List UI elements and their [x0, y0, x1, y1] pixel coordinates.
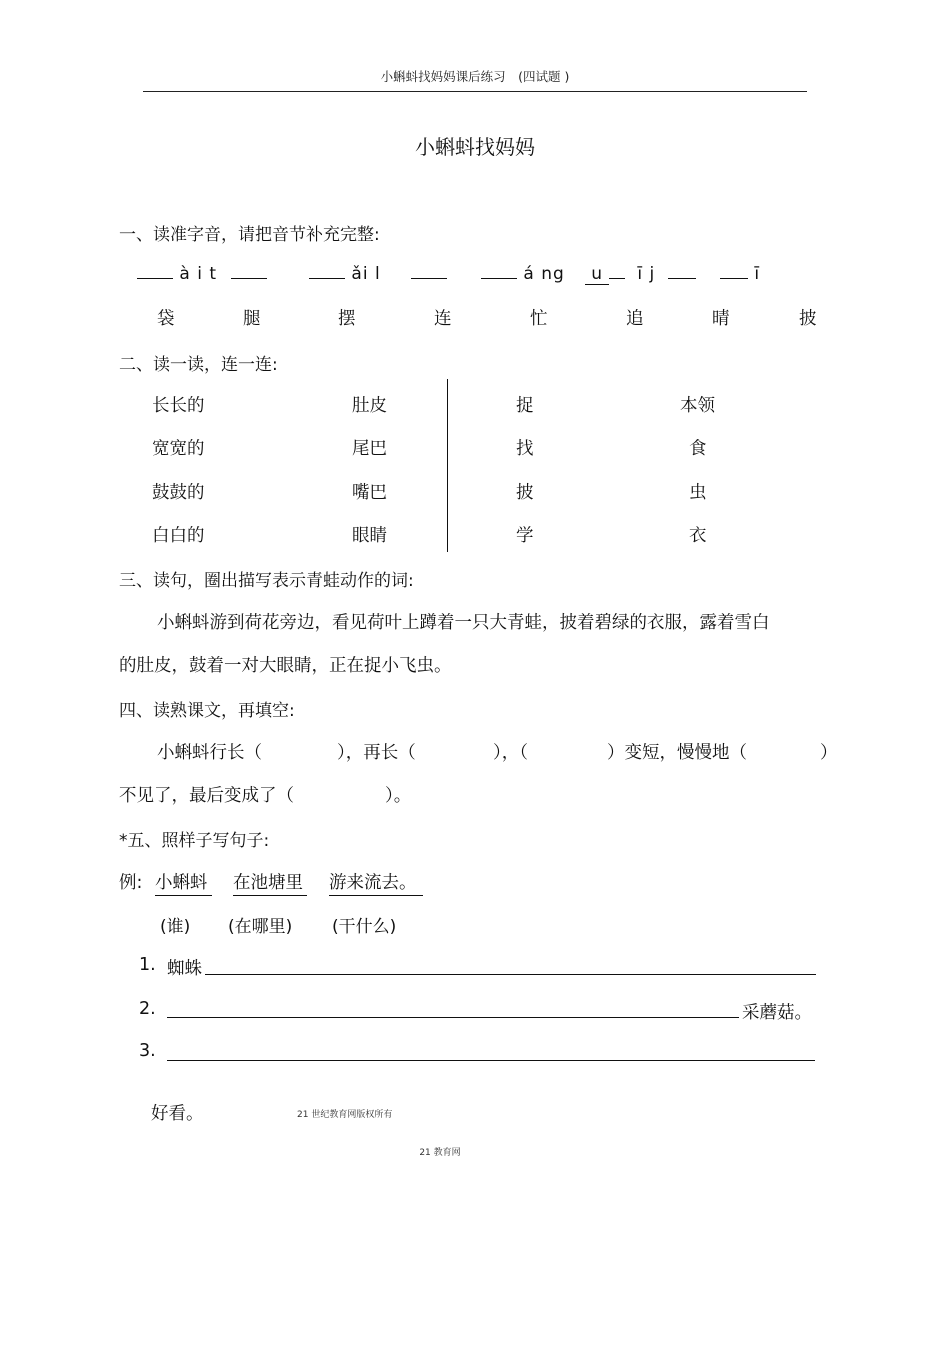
answer-blank [309, 264, 345, 279]
pinyin-text: ǎi l [351, 264, 381, 284]
match-left-noun: 嘴巴 [352, 483, 387, 503]
match-left-adj: 长长的 [152, 396, 205, 416]
fill-text: ）变短，慢慢地（ [607, 743, 747, 763]
pinyin-item-2 [309, 264, 447, 284]
match-right-verb: 披 [516, 483, 534, 503]
answer-blank [720, 264, 748, 279]
match-left-adj: 鼓鼓的 [152, 483, 205, 503]
fill-text: ） [820, 743, 838, 763]
char-item: 腿 [243, 309, 261, 329]
match-left-adj: 白白的 [152, 526, 205, 546]
pinyin-text: u [585, 264, 609, 285]
answer-blank [609, 264, 625, 279]
example-where: 在池塘里 [233, 869, 307, 896]
match-right-object: 本领 [680, 396, 715, 416]
fill-text: ），再长（ [337, 743, 416, 763]
fill-text: 不见了，最后变成了（ [119, 786, 294, 806]
match-left-noun: 眼睛 [352, 526, 387, 546]
example-who: 小蝌蚪 [155, 869, 212, 896]
section-2-heading: 二、读一读，连一连: [119, 355, 278, 375]
exercise-number: 3. [139, 1041, 156, 1061]
example-label: 例: [119, 873, 143, 893]
tag-what: (干什么) [332, 917, 397, 937]
match-right-verb: 找 [516, 439, 534, 459]
char-item: 晴 [712, 309, 730, 329]
match-right-object: 衣 [689, 526, 707, 546]
match-left-noun: 尾巴 [352, 439, 387, 459]
fill-text: ），（ [493, 743, 528, 763]
writing-line [167, 1060, 815, 1061]
pinyin-item-4 [720, 264, 760, 284]
char-item: 连 [434, 309, 452, 329]
pinyin-text: á ng [523, 264, 565, 284]
answer-blank [137, 264, 173, 279]
match-left-noun: 肚皮 [352, 396, 387, 416]
answer-blank [481, 264, 517, 279]
char-item: 摆 [338, 309, 356, 329]
page-header: 小蝌蚪找妈妈课后练习 (四试题 ) [380, 69, 570, 84]
pinyin-item-3 [481, 264, 696, 284]
match-left-adj: 宽宽的 [152, 439, 205, 459]
match-right-verb: 捉 [516, 396, 534, 416]
writing-line [205, 974, 816, 975]
answer-blank [668, 264, 696, 279]
tag-who: (谁) [160, 917, 191, 937]
exercise-word: 采蘑菇。 [742, 1003, 812, 1023]
char-item: 追 [626, 309, 644, 329]
answer-blank [231, 264, 267, 279]
writing-line [167, 1017, 739, 1018]
fill-text: 小蝌蚪行长（ [157, 743, 262, 763]
exercise-number: 2. [139, 999, 156, 1019]
section-4-heading: 四、读熟课文，再填空: [119, 701, 295, 721]
pinyin-text: ī j [637, 264, 656, 284]
answer-blank [411, 264, 447, 279]
exercise-number: 1. [139, 955, 156, 975]
header-rule [143, 91, 807, 92]
fill-text: ）。 [385, 786, 412, 806]
passage-line-2: 的肚皮，鼓着一对大眼睛，正在捉小飞虫。 [119, 656, 452, 676]
tag-where: (在哪里) [228, 917, 293, 937]
pinyin-text: ī [754, 264, 761, 284]
char-item: 披 [799, 309, 817, 329]
passage-line-1: 小蝌蚪游到荷花旁边，看见荷叶上蹲着一只大青蛙，披着碧绿的衣服，露着雪白 [157, 613, 770, 633]
pinyin-item-1 [137, 264, 267, 284]
match-right-object: 虫 [689, 483, 707, 503]
column-divider [447, 379, 448, 552]
pinyin-text: à i t [179, 264, 218, 284]
section-5-heading: *五、照样子写句子: [119, 831, 270, 851]
match-right-verb: 学 [516, 526, 534, 546]
footer-site: 21 教育网 [419, 1148, 461, 1158]
char-item: 袋 [157, 309, 175, 329]
section-1-heading: 一、读准字音，请把音节补充完整: [119, 225, 380, 245]
char-item: 忙 [530, 309, 548, 329]
page-title: 小蝌蚪找妈妈 [415, 135, 535, 159]
match-right-object: 食 [689, 439, 707, 459]
section-3-heading: 三、读句，圈出描写表示青蛙动作的词: [119, 571, 414, 591]
example-what: 游来流去。 [329, 869, 423, 896]
exercise-tail: 好看。 [151, 1104, 204, 1124]
exercise-word: 蜘蛛 [167, 959, 202, 979]
copyright-note: 21 世纪教育网版权所有 [297, 1110, 393, 1120]
